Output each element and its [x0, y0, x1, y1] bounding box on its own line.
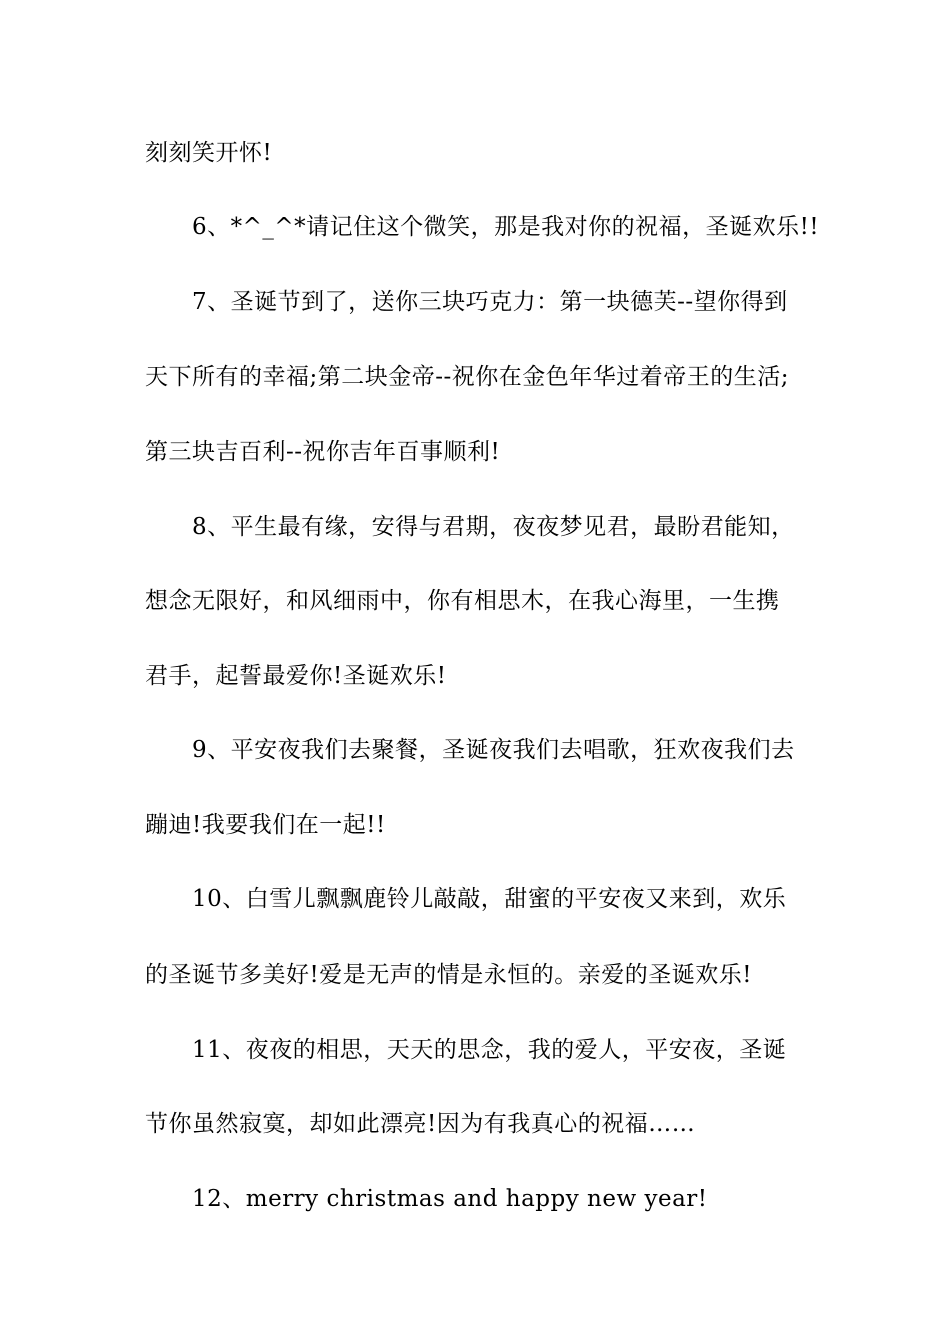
- text-line: 9、平安夜我们去聚餐，圣诞夜我们去唱歌，狂欢夜我们去: [192, 737, 795, 763]
- text-line: 君手，起誓最爱你!圣诞欢乐!: [145, 663, 447, 689]
- text-line: 11、夜夜的相思，天天的思念，我的爱人，平安夜，圣诞: [192, 1037, 787, 1063]
- text-line: 8、平生最有缘，安得与君期，夜夜梦见君，最盼君能知，: [192, 514, 795, 540]
- text-line: 节你虽然寂寞，却如此漂亮!因为有我真心的祝福……: [145, 1111, 696, 1137]
- text-line: 想念无限好，和风细雨中，你有相思木，在我心海里，一生携: [145, 588, 780, 614]
- text-line: 天下所有的幸福;第二块金帝--祝你在金色年华过着帝王的生活;: [145, 364, 790, 390]
- text-line: 蹦迪!我要我们在一起!!: [145, 812, 386, 838]
- text-line: 12、merry christmas and happy new year!: [192, 1186, 708, 1212]
- text-line: 刻刻笑开怀!: [145, 140, 273, 166]
- text-line: 的圣诞节多美好!爱是无声的情是永恒的。亲爱的圣诞欢乐!: [145, 962, 752, 988]
- text-line: 第三块吉百利--祝你吉年百事顺利!: [145, 439, 501, 465]
- text-line: 10、白雪儿飘飘鹿铃儿敲敲，甜蜜的平安夜又来到，欢乐: [192, 886, 787, 912]
- text-line: 7、圣诞节到了，送你三块巧克力：第一块德芙--望你得到: [192, 289, 788, 315]
- text-line: 6、*^_^*请记住这个微笑，那是我对你的祝福，圣诞欢乐!!: [192, 214, 820, 240]
